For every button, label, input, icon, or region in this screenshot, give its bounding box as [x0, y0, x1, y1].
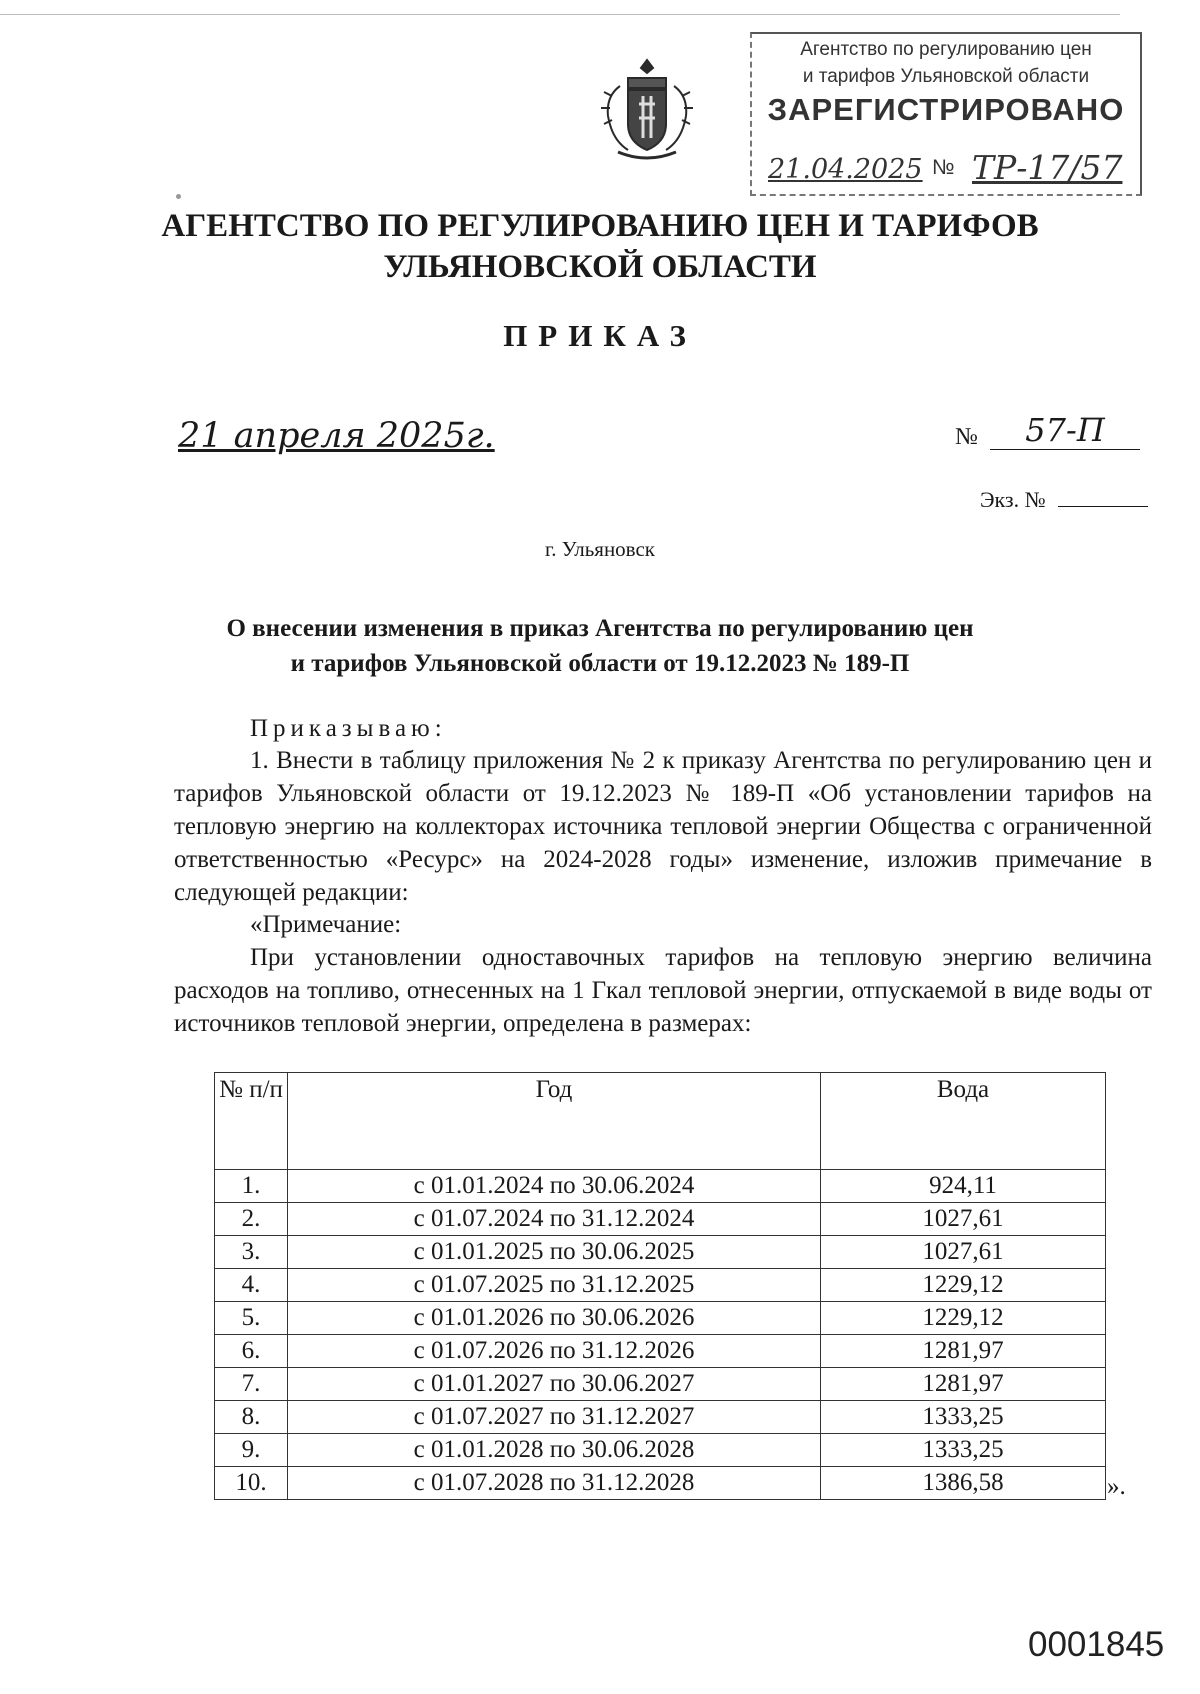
row-number: 10. — [215, 1467, 288, 1500]
order-number-label: № — [955, 424, 978, 450]
row-water-value: 924,11 — [821, 1170, 1106, 1203]
row-water-value: 1333,25 — [821, 1434, 1106, 1467]
table-row — [215, 1170, 1106, 1203]
table-row — [215, 1467, 1106, 1500]
copy-number-label: Экз. № — [980, 487, 1046, 512]
note-paragraph: При установлении одноставочных тарифов на тепловую энергию величина расходов на топливо, отнесенных на 1 Гкал тепловой энергии, отпускаемой в виде воды от источников тепловой энергии, определена в размерах: — [174, 944, 1152, 1037]
stamp-agency-line2: и тарифов Ульяновской области — [802, 66, 1090, 87]
prikazyvayu: Приказываю: — [250, 715, 447, 742]
stamp-number: ТР-17/57 — [972, 148, 1123, 187]
table-closing-quote: ». — [1107, 1473, 1126, 1500]
table-row — [215, 1401, 1106, 1434]
row-period: с 01.01.2024 по 30.06.2024 — [288, 1170, 821, 1203]
row-water-value: 1027,61 — [821, 1203, 1106, 1236]
table-row — [215, 1434, 1106, 1467]
row-number: 6. — [215, 1335, 288, 1368]
row-number: 8. — [215, 1401, 288, 1434]
table-row — [215, 1269, 1106, 1302]
coat-of-arms-icon — [598, 56, 696, 164]
stamp-date: 21.04.2025 — [768, 154, 923, 185]
note-label: «Примечание: — [250, 911, 402, 938]
row-water-value: 1229,12 — [821, 1269, 1106, 1302]
table-row — [215, 1368, 1106, 1401]
stamp-agency-line1: Агентство по регулированию цен — [800, 39, 1092, 60]
table-header-row — [215, 1073, 1106, 1170]
row-number: 3. — [215, 1236, 288, 1269]
row-number: 4. — [215, 1269, 288, 1302]
copy-number-blank — [1058, 506, 1148, 507]
row-number: 1. — [215, 1170, 288, 1203]
table-row — [215, 1236, 1106, 1269]
document-serial-number: 0001845 — [1028, 1625, 1165, 1664]
row-water-value: 1281,97 — [821, 1335, 1106, 1368]
header-water: Вода — [821, 1073, 1106, 1170]
row-water-value: 1229,12 — [821, 1302, 1106, 1335]
fuel-cost-table — [214, 1072, 1106, 1500]
row-number: 9. — [215, 1434, 288, 1467]
row-period: с 01.01.2026 по 30.06.2026 — [288, 1302, 821, 1335]
agency-title-line2: УЛЬЯНОВСКОЙ ОБЛАСТИ — [383, 249, 817, 285]
row-period: с 01.07.2026 по 31.12.2026 — [288, 1335, 821, 1368]
stamp-number-sign: № — [932, 156, 955, 179]
subject-line2: и тарифов Ульяновской области от 19.12.2023 № 189-П — [290, 650, 910, 677]
row-period: с 01.01.2027 по 30.06.2027 — [288, 1368, 821, 1401]
row-number: 2. — [215, 1203, 288, 1236]
registration-stamp — [750, 32, 1142, 196]
row-water-value: 1027,61 — [821, 1236, 1106, 1269]
order-date: 21 апреля 2025г. — [178, 416, 495, 456]
scan-speck — [176, 194, 181, 199]
row-period: с 01.07.2024 по 31.12.2024 — [288, 1203, 821, 1236]
table-row — [215, 1203, 1106, 1236]
row-period: с 01.07.2028 по 31.12.2028 — [288, 1467, 821, 1500]
doc-type-heading: ПРИКАЗ — [503, 318, 697, 353]
row-number: 5. — [215, 1302, 288, 1335]
row-period: с 01.07.2027 по 31.12.2027 — [288, 1401, 821, 1434]
row-water-value: 1333,25 — [821, 1401, 1106, 1434]
top-rule — [0, 14, 1120, 15]
row-number: 7. — [215, 1368, 288, 1401]
order-subject — [0, 611, 1200, 681]
row-period: с 01.01.2028 по 30.06.2028 — [288, 1434, 821, 1467]
agency-title — [0, 206, 1200, 288]
row-period: с 01.01.2025 по 30.06.2025 — [288, 1236, 821, 1269]
stamp-status: ЗАРЕГИСТРИРОВАНО — [767, 92, 1125, 127]
table-row — [215, 1302, 1106, 1335]
city: г. Ульяновск — [544, 537, 655, 561]
order-number: 57-П — [990, 411, 1140, 450]
row-period: с 01.07.2025 по 31.12.2025 — [288, 1269, 821, 1302]
subject-line1: О внесении изменения в приказ Агентства по регулированию цен — [226, 615, 974, 642]
agency-title-line1: АГЕНТСТВО ПО РЕГУЛИРОВАНИЮ ЦЕН И ТАРИФОВ — [161, 208, 1039, 244]
row-water-value: 1386,58 — [821, 1467, 1106, 1500]
table-row — [215, 1335, 1106, 1368]
header-year: Год — [288, 1073, 821, 1170]
header-num: № п/п — [215, 1073, 288, 1170]
row-water-value: 1281,97 — [821, 1368, 1106, 1401]
item-1-paragraph: 1. Внести в таблицу приложения № 2 к приказу Агентства по регулированию цен и тарифов Ульяновской области от 19.12.2023 № 189-П «Об установлении тарифов на тепловую энергию на коллекторах источника тепловой энергии Общества с ограниченной ответственностью «Ресурс» на 2024-2028 годы» изменение, изложив примечание в следующей редакции: — [174, 747, 1152, 906]
